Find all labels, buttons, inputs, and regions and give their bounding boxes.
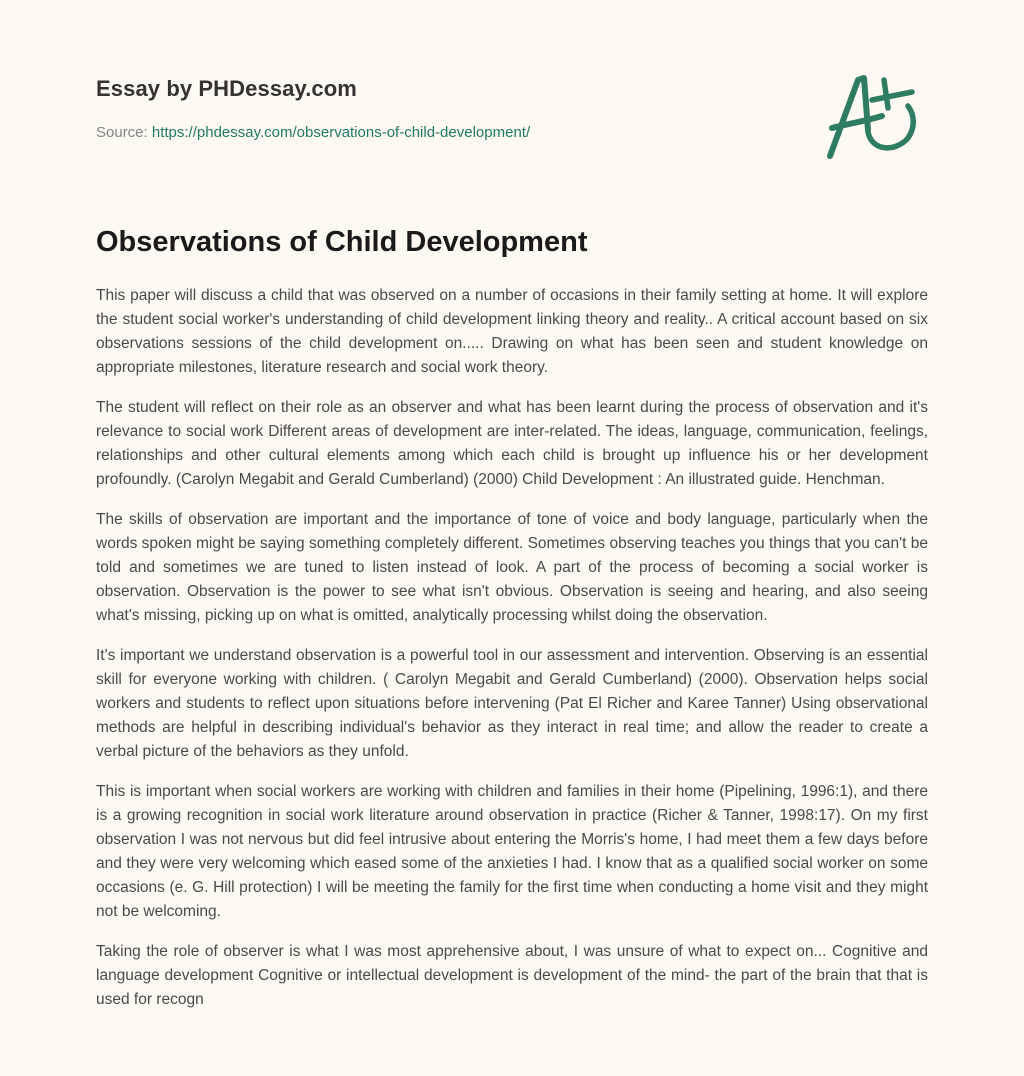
essay-page (96, 0, 928, 1008)
essay-body (96, 284, 928, 1028)
a-plus-grade-icon (822, 66, 926, 166)
paragraph: The skills of observation are important and the importance of tone of voice and body language, particularly when the words spoken might be saying something completely different. Sometimes observing teaches you things that you can't be told and sometimes we are tuned to listen instead of look. A part of the process of becoming a social worker is observation. Observation is the power to see what isn't obvious. Observation is seeing and hearing, and also seeing what's missing, picking up on what is omitted, analytically processing whilst doing the observation. (96, 511, 928, 624)
paragraph: Taking the role of observer is what I was most apprehensive about, I was unsure of what to expect on... Cognitive and language development Cognitive or intellectual development is development of the mind- the part of the brain that that is used for recogn (96, 943, 928, 1008)
paragraph: This is important when social workers are working with children and families in their home (Pipelining, 1996:1), and there is a growing recognition in social work literature around observation in practice (Richer & Tanner, 1998:17). On my first observation I was not nervous but did feel intrusive about entering the Morris's home, I had meet them a few days before and they were very welcoming which eased some of the anxieties I had. I know that as a qualified social worker on some occasions (e. G. Hill protection) I will be meeting the family for the first time when conducting a home visit and they might not be welcoming. (96, 783, 928, 920)
brand-title: Essay by PHDessay.com (96, 76, 357, 101)
paragraph: The student will reflect on their role as an observer and what has been learnt during the process of observation and it's relevance to social work Different areas of development are inter-related. The ideas, language, communication, feelings, relationships and other cultural elements among which each child is brought up influence his or her development profoundly. (Carolyn Megabit and Gerald Cumberland) (2000) Child Development : An illustrated guide. Henchman. (96, 399, 928, 488)
source-label: Source: (96, 124, 152, 141)
paragraph: This paper will discuss a child that was observed on a number of occasions in their family setting at home. It will explore the student social worker's understanding of child development linking theory and reality.. A critical account based on six observations sessions of the child development on..... Drawing on what has been seen and student knowledge on appropriate milestones, literature research and social work theory. (96, 287, 928, 376)
page-header (96, 0, 928, 200)
paragraph: It's important we understand observation is a powerful tool in our assessment and intervention. Observing is an essential skill for everyone working with children. ( Carolyn Megabit and Gerald Cumberland) (2000). Observation helps social workers and students to reflect upon situations before intervening (Pat El Richer and Karee Tanner) Using observational methods are helpful in describing individual's behavior as they interact in real time; and allow the reader to create a verbal picture of the behaviors as they unfold. (96, 647, 928, 760)
source-link[interactable]: https://phdessay.com/observations-of-child-development/ (151, 124, 531, 141)
essay-title: Observations of Child Development (96, 226, 588, 258)
source-line (96, 124, 530, 141)
